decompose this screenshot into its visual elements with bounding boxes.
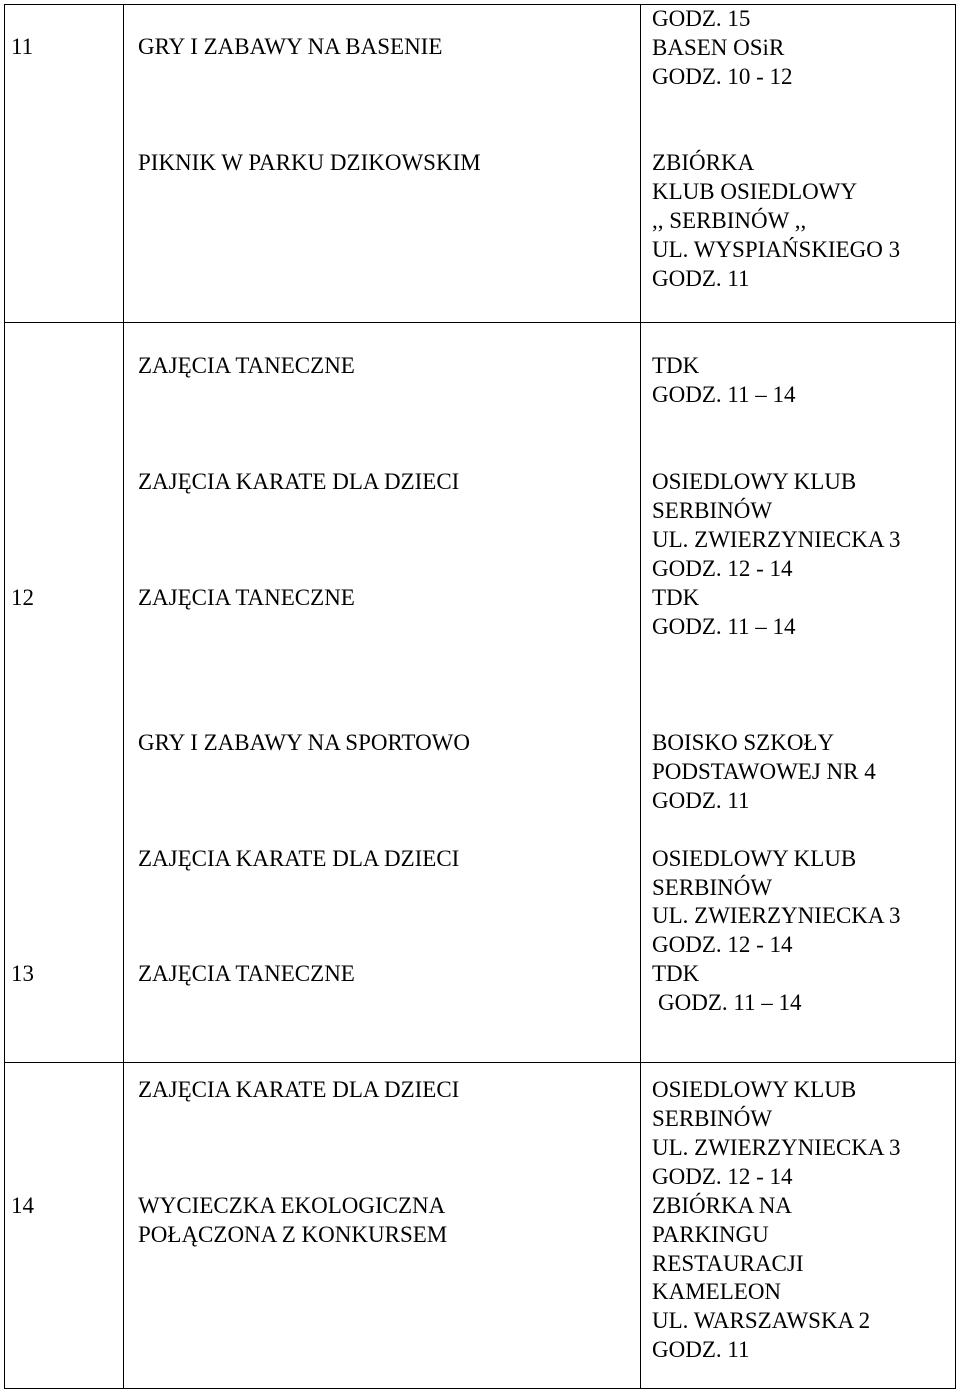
location-line: PARKINGU: [652, 1222, 769, 1247]
activity-cell: ZAJĘCIA TANECZNE: [138, 961, 355, 986]
location-line: ,, SERBINÓW ,,: [652, 208, 807, 233]
location-line: GODZ. 12 - 14: [652, 556, 793, 581]
activity-cell: ZAJĘCIA KARATE DLA DZIECI: [138, 846, 460, 871]
table-column-divider: [123, 4, 124, 1389]
activity-cell: ZAJĘCIA KARATE DLA DZIECI: [138, 1077, 460, 1102]
location-line: BASEN OSiR: [652, 35, 785, 60]
table-row-divider: [4, 1062, 956, 1063]
location-line: GODZ. 11: [652, 1337, 750, 1362]
row-number: 12: [11, 585, 34, 610]
activity-cell: WYCIECZKA EKOLOGICZNA: [138, 1193, 446, 1218]
location-line: UL. ZWIERZYNIECKA 3: [652, 527, 901, 552]
table-border-right: [955, 4, 956, 1389]
location-line: KLUB OSIEDLOWY: [652, 179, 858, 204]
activity-cell: PIKNIK W PARKU DZIKOWSKIM: [138, 150, 481, 175]
location-line: TDK: [652, 961, 700, 986]
location-line: GODZ. 11 – 14: [652, 382, 796, 407]
row-number: 11: [11, 34, 34, 59]
table-column-divider: [640, 4, 641, 1389]
location-line: SERBINÓW: [652, 1106, 773, 1131]
activity-cell: GRY I ZABAWY NA SPORTOWO: [138, 730, 470, 755]
location-line: ZBIÓRKA: [652, 150, 755, 175]
table-border-bottom: [4, 1388, 956, 1389]
table-border-top: [4, 4, 956, 5]
location-line: GODZ. 12 - 14: [652, 932, 793, 957]
location-line: SERBINÓW: [652, 875, 773, 900]
location-line: UL. WYSPIAŃSKIEGO 3: [652, 237, 901, 262]
location-line: GODZ. 15: [652, 6, 751, 31]
location-line: GODZ. 10 - 12: [652, 64, 793, 89]
location-line: GODZ. 11 – 14: [652, 614, 796, 639]
activity-cell: GRY I ZABAWY NA BASENIE: [138, 34, 443, 59]
location-line: PODSTAWOWEJ NR 4: [652, 759, 876, 784]
location-line: OSIEDLOWY KLUB: [652, 846, 857, 871]
row-number: 13: [11, 961, 34, 986]
location-line: SERBINÓW: [652, 498, 773, 523]
location-line: UL. ZWIERZYNIECKA 3: [652, 903, 901, 928]
location-line: GODZ. 12 - 14: [652, 1164, 793, 1189]
location-line: TDK: [652, 585, 700, 610]
activity-cell: POŁĄCZONA Z KONKURSEM: [138, 1222, 448, 1247]
location-line: BOISKO SZKOŁY: [652, 730, 835, 755]
location-line: TDK: [652, 353, 700, 378]
activity-cell: ZAJĘCIA TANECZNE: [138, 353, 355, 378]
location-line: GODZ. 11: [652, 266, 750, 291]
table-border-left: [4, 4, 5, 1389]
location-line: GODZ. 11 – 14: [658, 990, 802, 1015]
row-number: 14: [11, 1193, 34, 1218]
location-line: ZBIÓRKA NA: [652, 1193, 792, 1218]
location-line: GODZ. 11: [652, 788, 750, 813]
location-line: UL. WARSZAWSKA 2: [652, 1308, 871, 1333]
activity-cell: ZAJĘCIA KARATE DLA DZIECI: [138, 469, 460, 494]
location-line: UL. ZWIERZYNIECKA 3: [652, 1135, 901, 1160]
location-line: RESTAURACJI: [652, 1251, 804, 1276]
location-line: KAMELEON: [652, 1279, 782, 1304]
location-line: OSIEDLOWY KLUB: [652, 1077, 857, 1102]
location-line: OSIEDLOWY KLUB: [652, 469, 857, 494]
table-row-divider: [4, 322, 956, 323]
activity-cell: ZAJĘCIA TANECZNE: [138, 585, 355, 610]
